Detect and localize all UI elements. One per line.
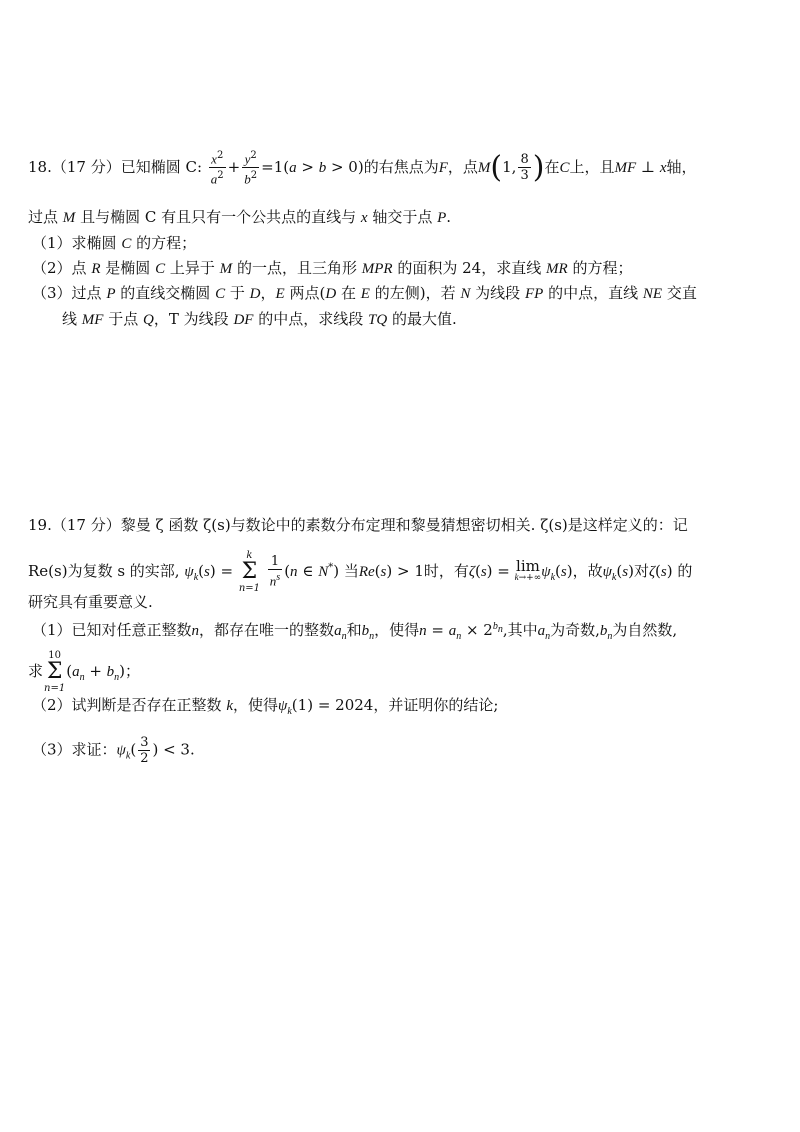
q19-line3-text: 研究具有重要意义. xyxy=(28,593,153,611)
q18-part3-i: 交直 xyxy=(666,284,697,302)
q18-part3-l2-d: 的中点，求线段 xyxy=(258,310,364,328)
q19-part2-c: ，并证明你的结论; xyxy=(373,696,499,714)
q19-part3: （3）求证：$\psi_k$( $\frac{3}{2}$ ) < 3. xyxy=(32,735,195,766)
q19-part2-a: （2）试判断是否存在正整数 xyxy=(32,696,222,714)
q18-part3-l2-c: ，T 为线段 xyxy=(153,310,229,328)
frac-y2-b2: $\frac{y^2}{b^2}$ xyxy=(244,150,258,187)
q19-line-2: Re(s)为复数 s 的实部, $\psi_k(s)$ = k Σ n=1 $\frac{1}{n^s}$ (n ∈ N*) 当Re(s) > 1时，有ζ(s) = lim k→+∞ $\psi_k(s)$，故$\psi_k(s)$对ζ(s) 的 xyxy=(28,550,693,594)
q18-part3-h: 的中点，直线 xyxy=(548,284,639,302)
q19-line-3 xyxy=(28,591,153,613)
q18-part3-c: 于 xyxy=(229,284,245,302)
q18-part3-d: 两点( xyxy=(289,284,326,302)
q18-part1-text: （1）求椭圆 xyxy=(32,234,117,252)
q18-part2: （2）点 R 是椭圆 C 上异于 M 的一点，且三角形 MPR 的面积为 24，求直线 MR 的方程； xyxy=(32,259,633,277)
sum-10-n1: 10 Σ n=1 xyxy=(44,650,66,694)
q19-part1-h: 求 xyxy=(28,662,44,680)
q19-def-a: Re(s)为复数 s 的实部, xyxy=(28,562,180,580)
q19-points: （17 分） xyxy=(51,516,121,534)
q18-part3-b: 的直线交椭圆 xyxy=(120,284,211,302)
q19-line-1 xyxy=(28,514,688,536)
q18-part3: （3）过点 P 的直线交椭圆 C 于 D，E 两点(D 在 E 的左侧)，若 N 为线段 FP 的中点，直线 NE 交直 xyxy=(32,284,697,302)
q18-axis-word: 轴， xyxy=(666,157,697,176)
q18-line2-end: 轴交于点 xyxy=(372,208,433,226)
q19-part1-c: 和 xyxy=(346,621,362,639)
q18-point-label: ，点 xyxy=(447,157,478,176)
q18-part3-f: 的左侧)，若 xyxy=(374,284,456,302)
q18-part2-c: 上异于 xyxy=(169,259,215,277)
q18-part3-g: 为线段 xyxy=(475,284,521,302)
q19-value-2024: 2024 xyxy=(335,696,374,714)
q18-part3-e: 在 xyxy=(340,284,356,302)
q18-part1: （1）求椭圆 C 的方程； xyxy=(32,234,197,252)
q18-line-2: 过点 M 且与椭圆 C 有且只有一个公共点的直线与 x 轴交于点 P. xyxy=(28,208,452,226)
q18-part3-line2: 线 MF 于点 Q，T 为线段 DF 的中点，求线段 TQ 的最大值. xyxy=(62,310,457,328)
q18-part3-a: （3）过点 xyxy=(32,284,102,302)
q18-via: 过点 xyxy=(28,208,59,226)
lim-symbol: lim k→+∞ xyxy=(514,556,542,583)
q19-part1-line2: 求 10 Σ n=1 $(a_n + b_n)$； xyxy=(28,650,141,694)
q19-def-e: 对 xyxy=(633,562,649,580)
q19-part1-e: ,其中 xyxy=(502,621,538,639)
q19-number: 19. xyxy=(28,516,52,534)
q19-part2-b: ，使得 xyxy=(233,696,279,714)
q18-part2-f: 的方程； xyxy=(572,259,633,277)
sum-k-n1: k Σ n=1 xyxy=(238,550,260,594)
q18-stem-prefix: 已知椭圆 C: xyxy=(120,157,207,176)
q18-number: 18. xyxy=(28,157,52,176)
q18-part2-a: （2）点 xyxy=(32,259,87,277)
q18-on: 在 xyxy=(544,157,560,176)
frac-x2-a2: $\frac{x^2}{a^2}$ xyxy=(210,150,224,187)
q19-part3-a: （3）求证： xyxy=(32,740,117,759)
q19-part1-f: 为奇数, xyxy=(550,621,600,639)
frac-1-ns: $\frac{1}{n^s}$ xyxy=(269,554,281,589)
q19-part2: （2）试判断是否存在正整数 k，使得$\psi_k(1) = 2024$，并证明你的结论; xyxy=(32,696,499,717)
q18-part3-l2-e: 的最大值. xyxy=(392,310,457,328)
q19-part1-g: 为自然数, xyxy=(612,621,678,639)
q19-part1-d: ，使得 xyxy=(374,621,420,639)
q18-part1-end: 的方程； xyxy=(136,234,197,252)
frac-8-3: $\frac{8}{3}$ xyxy=(520,152,529,184)
q19-intro-b: ζ(s)是这样定义的：记 xyxy=(540,516,688,534)
q19-intro-a: 黎曼 ζ 函数 ζ(s)与数论中的素数分布定理和黎曼猜想密切相关. xyxy=(120,516,536,534)
frac-3-2: $\frac{3}{2}$ xyxy=(140,735,149,766)
q19-part1-b: ，都存在唯一的整数 xyxy=(199,621,335,639)
q18-points: （17 分） xyxy=(51,157,121,176)
q18-part2-d: 的一点，且三角形 xyxy=(236,259,357,277)
q19-part1: （1）已知对任意正整数n，都存在唯一的整数$a_n$和$b_n$，使得$n = a_n \times 2^{b_n}$,其中$a_n$为奇数$,b_n$为自然数, xyxy=(32,621,678,642)
q19-def-b: 当 xyxy=(343,562,359,580)
q18-line2: 且与椭圆 C 有且只有一个公共点的直线与 xyxy=(80,208,357,226)
q18-suffix: 上，且 xyxy=(569,157,615,176)
q18-part2-b: 是椭圆 xyxy=(105,259,151,277)
q18-part2-e: 的面积为 24，求直线 xyxy=(397,259,542,277)
q19-def-c: 时，有 xyxy=(423,562,469,580)
q19-def-f: 的 xyxy=(677,562,693,580)
q18-part3-l2-b: 于点 xyxy=(108,310,139,328)
q18-stem-mid: 的右焦点为 xyxy=(363,157,439,176)
q19-def-d: ，故 xyxy=(572,562,603,580)
q18-line-1: 18.（17 分）已知椭圆 C: $\frac{x^2}{a^2}$ + $\frac{y^2}{b^2}$ =1(a > b > 0)的右焦点为F，点M(1, $\frac{8}{3}$ )在C上，且MF ⊥ x轴， xyxy=(28,149,697,187)
q18-part3-l2-a: 线 xyxy=(62,310,78,328)
q19-part1-a: （1）已知对任意正整数 xyxy=(32,621,192,639)
